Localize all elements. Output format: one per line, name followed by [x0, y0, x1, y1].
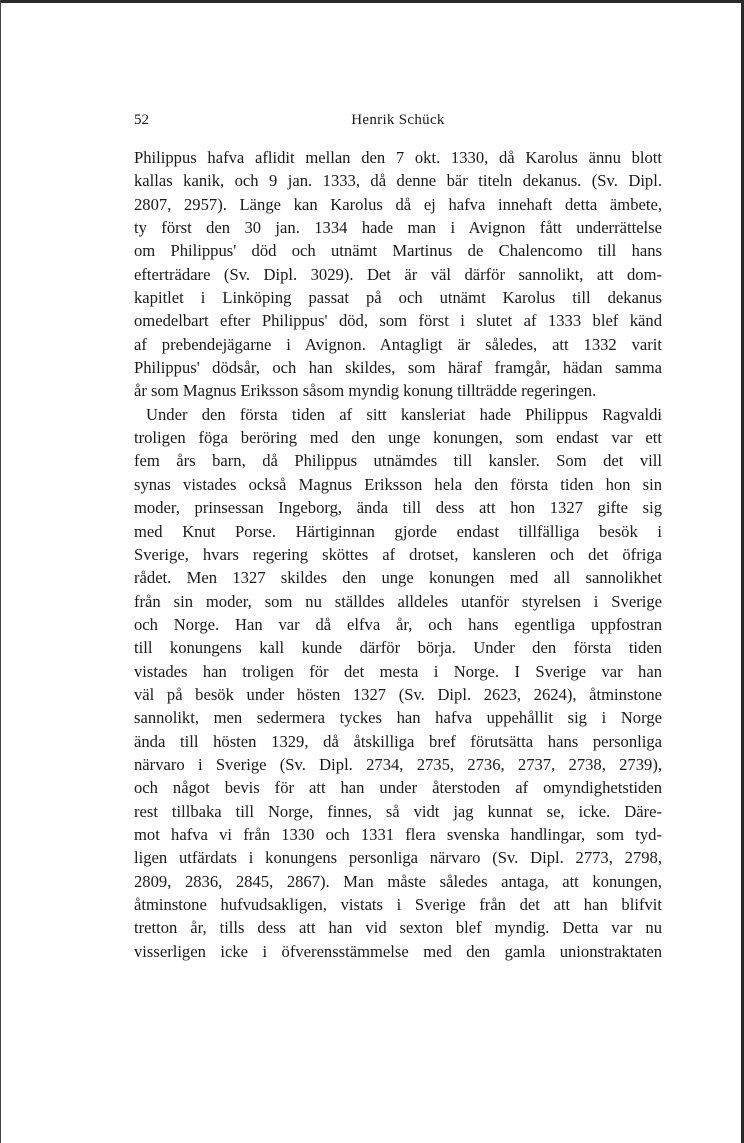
text-line: Philippus hafva aflidit mellan den 7 okt. 1330, då Karolus ännu blott: [134, 148, 662, 167]
text-line: visserligen icke i öfverensstämmelse med den gamla unionstraktaten: [134, 941, 662, 961]
running-head: Henrik Schück: [351, 112, 445, 128]
text-line: mot hafva vi från 1330 och 1331 flera svenska handlingar, som tyd-: [134, 824, 662, 844]
text-line: sannolikt, men sedermera tyckes han hafva uppehållit sig i Norge: [134, 708, 662, 728]
body-text: [134, 146, 662, 963]
text-line: ty först den 30 jan. 1334 hade man i Avignon fått underrättelse: [134, 218, 662, 238]
text-line: kapitlet i Linköping passat på och utnämt Karolus till dekanus: [134, 288, 662, 308]
text-line: åtminstone hufvudsakligen, vistats i Sverige från det att han blifvit: [134, 895, 662, 914]
text-line: omedelbart efter Philippus' död, som först i slutet af 1333 blef känd: [134, 311, 662, 331]
paragraph: [134, 146, 662, 403]
text-line: Philippus' dödsår, och han skildes, som häraf framgår, hädan samma: [134, 358, 662, 378]
text-line: och Norge. Han var då elfva år, och hans egentliga uppfostran: [134, 614, 662, 634]
page-edge-left: [0, 0, 1, 1143]
text-line: och något bevis för att han under återstoden af omyndighetstiden: [134, 778, 662, 798]
paragraph: [134, 403, 662, 963]
text-line: rest tillbaka till Norge, finnes, så vidt jag kunnat se, icke. Däre-: [134, 801, 662, 821]
text-line: moder, prinsessan Ingeborg, ända till dess att hon 1327 gifte sig: [134, 498, 662, 518]
text-line: kallas kanik, och 9 jan. 1333, då denne bär titeln dekanus. (Sv. Dipl.: [134, 171, 662, 191]
text-line: ligen utfärdats i konungens personliga närvaro (Sv. Dipl. 2773, 2798,: [134, 848, 662, 868]
text-line: Under den första tiden af sitt kansleriat hade Philippus Ragvaldi: [146, 404, 662, 424]
page-number: 52: [134, 112, 149, 128]
text-line: af prebendejägarne i Avignon. Antagligt är således, att 1332 varit: [134, 334, 662, 354]
text-line: närvaro i Sverige (Sv. Dipl. 2734, 2735, 2736, 2737, 2738, 2739),: [134, 754, 662, 774]
text-line: rådet. Men 1327 skildes den unge konungen med all sannolikhet: [134, 568, 662, 588]
text-line: från sin moder, som nu ställdes alldeles utanför styrelsen i Sverige: [134, 591, 662, 611]
page-edge-top: [0, 0, 744, 3]
text-line: synas vistades också Magnus Eriksson hela den första tiden hon sin: [134, 474, 662, 494]
page-header: [134, 112, 662, 134]
text-line: vistades han troligen för det mesta i Norge. I Sverige var han: [134, 661, 662, 681]
text-line: troligen föga beröring med den unge konungen, som endast var ett: [134, 428, 662, 448]
text-line: Sverige, hvars regering sköttes af drotset, kansleren och det öfriga: [134, 544, 662, 564]
text-line: fem års barn, då Philippus utnämdes till kansler. Som det vill: [134, 451, 662, 471]
text-line: väl på besök under hösten 1327 (Sv. Dipl. 2623, 2624), åtminstone: [134, 684, 662, 704]
text-line: ända till hösten 1329, då åtskilliga bref förutsätta hans personliga: [134, 731, 662, 751]
text-line: 2807, 2957). Länge kan Karolus då ej hafva innehaft detta ämbete,: [134, 194, 662, 214]
text-line: efterträdare (Sv. Dipl. 3029). Det är väl därför sannolikt, att dom-: [134, 264, 662, 284]
text-line: till konungens kall kunde därför börja. Under den första tiden: [134, 638, 662, 658]
text-line: år som Magnus Eriksson såsom myndig konung tillträdde regeringen.: [134, 381, 597, 401]
text-line: tretton år, tills dess att han vid sexton blef myndig. Detta var nu: [134, 918, 662, 938]
text-line: 2809, 2836, 2845, 2867). Man måste således antaga, att konungen,: [134, 871, 662, 891]
text-line: med Knut Porse. Härtiginnan gjorde endast tillfälliga besök i: [134, 521, 662, 541]
text-line: om Philippus' död och utnämt Martinus de Chalencomo till hans: [134, 241, 662, 261]
